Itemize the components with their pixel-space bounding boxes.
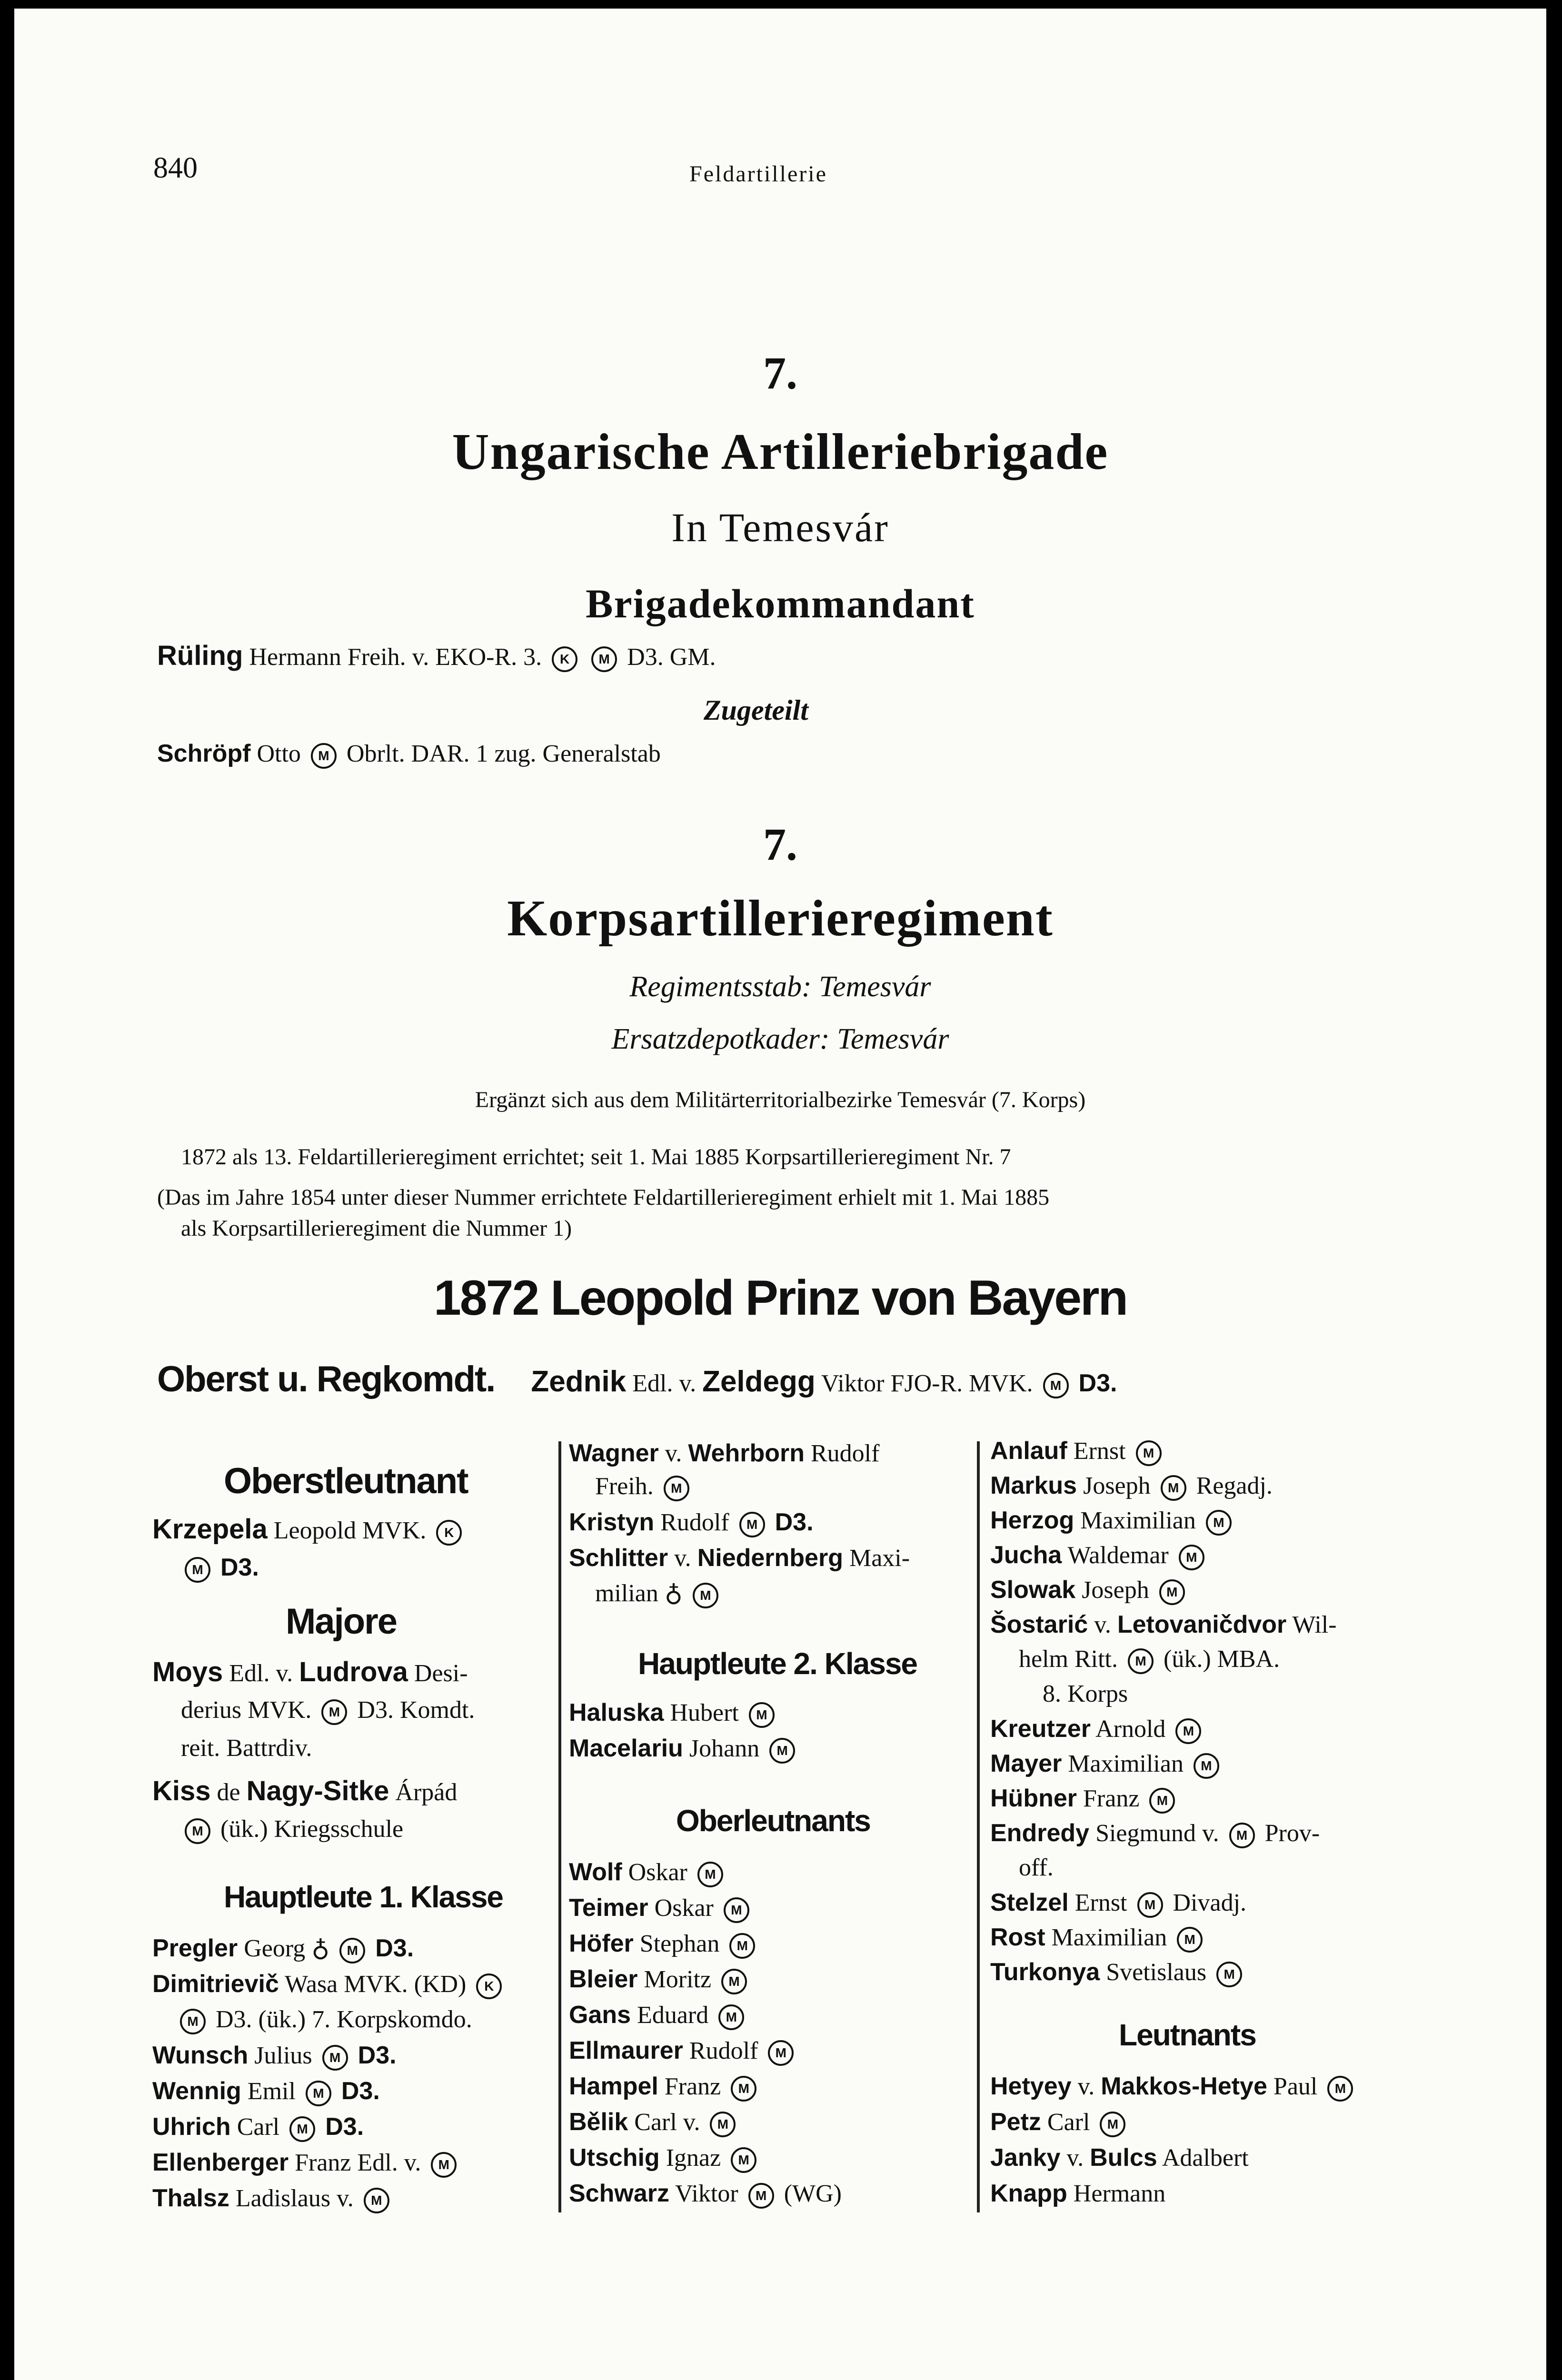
entry: [569, 1963, 751, 1996]
m-mark-icon: M: [739, 1512, 765, 1537]
surname: Turkonya: [990, 1958, 1100, 1986]
m-mark-icon: M: [364, 2188, 389, 2213]
surname: Kreutzer: [990, 1715, 1091, 1743]
m-mark-icon: M: [1136, 1440, 1162, 1466]
surname: Bělik: [569, 2108, 628, 2136]
entry-rest: Desi-: [414, 1660, 468, 1687]
entry: [990, 2105, 1129, 2139]
entry-rest: Árpád: [395, 1779, 458, 1806]
colonel-rank: Oberst u. Regkomdt.: [157, 1359, 495, 1399]
entry: [152, 2039, 397, 2073]
entry-rest: Ernst: [1073, 1438, 1126, 1465]
heading-leutnants: Leutnants: [1119, 2018, 1256, 2052]
commander-rest: Hermann Freih. v. EKO-R. 3.: [249, 644, 542, 671]
entry-rest: Hermann: [1073, 2180, 1166, 2207]
m-mark-icon: M: [721, 1969, 747, 1994]
surname: Slowak: [990, 1576, 1076, 1604]
entry: [152, 2182, 393, 2215]
entry-rest: Stephan: [639, 1930, 720, 1957]
surname: Thalsz: [152, 2184, 229, 2212]
entry-rest: D3.: [775, 1508, 814, 1536]
surname: Makkos-Hetye: [1101, 2073, 1267, 2100]
entry: [990, 1573, 1189, 1607]
m-mark-icon: M: [289, 2116, 315, 2142]
entry: [1019, 1643, 1280, 1676]
m-mark-icon: M: [724, 1897, 749, 1923]
regiment-depot: Ersatzdepotkader: Temesvár: [611, 1023, 949, 1055]
m-mark-icon: M: [729, 1933, 755, 1959]
assigned-heading: Zugeteilt: [704, 694, 808, 726]
history-line-3: als Korpsartillerieregiment die Nummer 1): [181, 1216, 572, 1241]
surname: Moys: [152, 1656, 223, 1687]
entry-rest: Carl v.: [634, 2109, 700, 2136]
entry-rest: (WG): [784, 2180, 842, 2207]
running-title: Feldartillerie: [689, 161, 827, 187]
surname: Bleier: [569, 1965, 638, 1993]
m-mark-icon: M: [431, 2152, 457, 2178]
regiment-owner: 1872 Leopold Prinz von Bayern: [433, 1270, 1127, 1326]
entry-rest: Maxi-: [849, 1545, 910, 1572]
m-mark-icon: M: [1175, 1718, 1201, 1744]
m-mark-icon: M: [185, 1557, 210, 1583]
surname: Knapp: [990, 2180, 1067, 2207]
column-divider: [977, 1441, 980, 2212]
order-symbol-icon: ♁: [311, 1935, 330, 1962]
commander-heading: Brigadekommandant: [586, 581, 975, 626]
colonel-name: Zednik: [531, 1365, 627, 1398]
entry: [181, 1694, 475, 1727]
entry: [181, 1813, 403, 1846]
surname: Utschig: [569, 2144, 660, 2172]
commander-name: Rüling: [157, 640, 243, 671]
heading-oberstleutnant: Oberstleutnant: [224, 1461, 468, 1501]
brigade-location: In Temesvár: [671, 505, 889, 550]
entry: [152, 2146, 460, 2180]
m-mark-icon: M: [1179, 1545, 1204, 1570]
assigned-tail: Obrlt. DAR. 1 zug. Generalstab: [346, 740, 661, 767]
entry-rest: Rudolf: [660, 1509, 729, 1536]
m-mark-icon: M: [748, 2183, 774, 2209]
heading-hauptleute-1: Hauptleute 1. Klasse: [224, 1880, 503, 1914]
surname: Hübner: [990, 1785, 1077, 1812]
m-mark-icon: M: [1206, 1510, 1232, 1536]
entry-rest: Joseph: [1082, 1577, 1149, 1604]
entry-rest: Eduard: [637, 2002, 709, 2029]
m-mark-icon: M: [749, 1702, 775, 1728]
entry-rest: Wasa MVK. (KD): [284, 1971, 467, 1998]
surname: Gans: [569, 2001, 631, 2029]
surname: Schwarz: [569, 2180, 669, 2207]
m-mark-icon: M: [1194, 1753, 1219, 1779]
entry: [569, 1506, 814, 1539]
m-mark-icon: M: [1137, 1892, 1163, 1918]
entry-rest: Ignaz: [666, 2144, 721, 2172]
m-mark-icon: M: [1327, 2076, 1353, 2102]
surname: Rost: [990, 1924, 1045, 1951]
entry-rest: Rudolf: [810, 1440, 880, 1467]
entry: [181, 1551, 259, 1585]
entry: [990, 1921, 1206, 1954]
entry-rest: Rudolf: [689, 2037, 758, 2064]
entry-rest: Carl: [237, 2113, 280, 2141]
surname: Dimitrievič: [152, 1970, 279, 1998]
entry: [990, 1538, 1208, 1572]
entry: [569, 1696, 778, 1730]
surname: Hampel: [569, 2073, 658, 2100]
history-line-1: 1872 als 13. Feldartillerieregiment errichtet; seit 1. Mai 1885 Korpsartillerieregiment Nr. 7: [181, 1144, 1011, 1170]
entry-rest: Oskar: [628, 1859, 687, 1886]
surname: Wennig: [152, 2077, 241, 2105]
entry: [152, 1775, 457, 1809]
entry-rest: Joseph: [1083, 1472, 1151, 1499]
entry: [595, 1577, 722, 1610]
entry: [990, 1504, 1235, 1537]
surname: Wolf: [569, 1858, 622, 1886]
entry-rest: Siegmund v.: [1095, 1820, 1219, 1847]
surname: Petz: [990, 2108, 1041, 2136]
column-divider: [558, 1441, 561, 2212]
colonel-rest: Viktor FJO-R. MVK.: [821, 1370, 1033, 1397]
entry: [990, 1469, 1273, 1503]
entry: [569, 2034, 797, 2068]
entry-rest: Franz: [1083, 1785, 1140, 1812]
heading-hauptleute-2: Hauptleute 2. Klasse: [638, 1646, 917, 1681]
entry-rest: milian: [595, 1580, 658, 1607]
entry-rest: (ük.) Kriegsschule: [220, 1815, 404, 1843]
m-mark-icon: M: [768, 2040, 794, 2066]
brigade-title: Ungarische Artilleriebrigade: [452, 424, 1109, 480]
entry: [152, 1967, 506, 2001]
entry-rest: Wil-: [1292, 1611, 1337, 1638]
entry: [569, 2177, 842, 2211]
m-mark-icon: M: [769, 1738, 795, 1764]
surname: Kristyn: [569, 1508, 655, 1536]
m-mark-icon: M: [322, 2045, 348, 2071]
entry-rest: de: [217, 1779, 240, 1806]
entry-rest: D3. Komdt.: [357, 1696, 475, 1724]
entry: [569, 1927, 759, 1961]
entry-rest: Georg: [244, 1935, 306, 1962]
entry: [152, 1513, 466, 1547]
k-mark-icon: K: [476, 1973, 502, 1999]
m-mark-icon: M: [693, 1583, 718, 1608]
entry-rest: Ladislaus v.: [235, 2185, 354, 2212]
entry: [990, 1782, 1179, 1815]
entry: [990, 2177, 1165, 2211]
surname: Janky: [990, 2144, 1061, 2172]
entry-rest: Julius: [254, 2042, 312, 2069]
entry-rest: Paul: [1273, 2073, 1318, 2100]
m-mark-icon: M: [697, 1862, 723, 1887]
surname: Stelzel: [990, 1889, 1069, 1916]
entry-rest: Prov-: [1264, 1820, 1320, 1847]
m-mark-icon: M: [718, 2004, 744, 2030]
entry: [990, 1712, 1205, 1746]
entry: off.: [1019, 1854, 1054, 1881]
entry: [152, 1656, 468, 1690]
entry: [152, 2074, 380, 2108]
surname: Macelariu: [569, 1735, 683, 1762]
entry: [990, 1816, 1320, 1850]
entry-rest: Ernst: [1074, 1889, 1127, 1916]
m-mark-icon: M: [321, 1699, 347, 1725]
recruitment-district: Ergänzt sich aus dem Militärterritorialbezirke Temesvár (7. Korps): [475, 1087, 1086, 1112]
m-mark-icon: M: [311, 743, 337, 769]
entry-rest: Johann: [689, 1735, 760, 1762]
k-mark-icon: K: [552, 646, 577, 672]
surname: Ellenberger: [152, 2149, 289, 2176]
colonel-tail: D3.: [1078, 1369, 1117, 1397]
m-mark-icon: M: [185, 1818, 210, 1844]
surname: Höfer: [569, 1930, 634, 1957]
surname: Wunsch: [152, 2042, 249, 2069]
surname: Herzog: [990, 1507, 1074, 1534]
assigned-line: [157, 737, 661, 771]
entry-rest: Franz: [664, 2073, 721, 2100]
colonel-edl: Edl. v.: [632, 1370, 696, 1397]
entry-rest: Emil: [247, 2078, 296, 2105]
m-mark-icon: M: [1159, 1579, 1185, 1605]
entry-rest: D3.: [325, 2113, 364, 2141]
entry-rest: Oskar: [654, 1894, 714, 1922]
m-mark-icon: M: [664, 1476, 689, 1501]
surname: Hetyey: [990, 2073, 1072, 2100]
surname: Mayer: [990, 1750, 1062, 1777]
heading-majore: Majore: [286, 1601, 397, 1642]
entry: [569, 1855, 727, 1889]
entry: [152, 2110, 364, 2144]
entry: [152, 1932, 414, 1965]
surname: Schlitter: [569, 1544, 668, 1572]
entry: [569, 1998, 748, 2032]
m-mark-icon: M: [1216, 1962, 1242, 1987]
entry-rest: Carl: [1047, 2109, 1090, 2136]
entry: [569, 1541, 910, 1575]
entry-rest: D3.: [375, 1934, 414, 1962]
entry-rest: Hubert: [670, 1699, 739, 1726]
entry: [990, 1886, 1246, 1920]
entry-rest: v.: [1066, 2144, 1084, 2172]
page: [14, 9, 1546, 2380]
entry-rest: D3. (ük.) 7. Korpskomdo.: [216, 2006, 472, 2033]
m-mark-icon: M: [1177, 1927, 1203, 1953]
m-mark-icon: M: [710, 2112, 736, 2137]
entry-rest: Franz Edl. v.: [295, 2149, 421, 2176]
surname: Haluska: [569, 1699, 664, 1726]
assigned-first: Otto: [257, 740, 301, 767]
m-mark-icon: M: [180, 2009, 206, 2034]
m-mark-icon: M: [1043, 1373, 1069, 1398]
colonel-line: [157, 1360, 1117, 1403]
m-mark-icon: M: [339, 1938, 365, 1964]
surname: Nagy-Sitke: [246, 1775, 389, 1806]
entry-rest: derius MVK.: [181, 1696, 312, 1724]
entry-rest: v.: [1077, 2073, 1095, 2100]
m-mark-icon: M: [731, 2076, 756, 2102]
entry-rest: (ük.) MBA.: [1164, 1646, 1280, 1673]
entry-rest: Waldemar: [1067, 1542, 1169, 1569]
entry-rest: helm Ritt.: [1019, 1646, 1118, 1673]
regiment-staff: Regimentsstab: Temesvár: [629, 971, 931, 1003]
entry-rest: Svetislaus: [1106, 1959, 1207, 1986]
entry-rest: Freih.: [595, 1473, 654, 1500]
surname: Wagner: [569, 1439, 659, 1467]
surname: Ellmaurer: [569, 2037, 683, 2064]
brigade-number: 7.: [763, 347, 797, 398]
commander-tail: D3. GM.: [627, 644, 716, 671]
entry: [569, 2070, 760, 2103]
entry-rest: Moritz: [644, 1966, 712, 1993]
surname: Uhrich: [152, 2113, 231, 2141]
assigned-name: Schröpf: [157, 740, 251, 767]
surname: Wehrborn: [688, 1439, 805, 1467]
surname: Bulcs: [1090, 2144, 1157, 2172]
entry: [990, 1955, 1246, 1989]
entry: [569, 2105, 739, 2139]
surname: Teimer: [569, 1894, 648, 1922]
entry: [990, 1608, 1337, 1642]
m-mark-icon: M: [591, 646, 617, 672]
entry: [176, 2003, 472, 2036]
entry: [990, 2141, 1249, 2175]
entry: [990, 1434, 1165, 1468]
entry-rest: D3.: [220, 1554, 259, 1581]
surname: Kiss: [152, 1775, 211, 1806]
surname: Pregler: [152, 1934, 238, 1962]
entry-rest: D3.: [358, 2042, 397, 2069]
entry: [595, 1470, 693, 1503]
m-mark-icon: M: [306, 2081, 331, 2106]
entry-rest: v.: [1094, 1611, 1111, 1638]
m-mark-icon: M: [1229, 1823, 1255, 1848]
entry: [569, 2141, 760, 2175]
entry-rest: Regadj.: [1196, 1472, 1273, 1499]
regiment-number: 7.: [763, 819, 797, 870]
entry-rest: Leopold MVK.: [273, 1517, 427, 1544]
entry: reit. Battrdiv.: [181, 1735, 312, 1762]
entry: [569, 1891, 753, 1925]
entry: [569, 1437, 879, 1470]
m-mark-icon: M: [1100, 2112, 1125, 2137]
page-number: 840: [153, 152, 198, 184]
m-mark-icon: M: [1128, 1648, 1154, 1674]
heading-oberleutnants: Oberleutnants: [676, 1804, 870, 1838]
entry-rest: Edl. v.: [229, 1660, 293, 1687]
entry-rest: Maximilian: [1080, 1507, 1196, 1534]
m-mark-icon: M: [731, 2147, 756, 2173]
order-symbol-icon: ♁: [664, 1580, 683, 1607]
history-line-2: (Das im Jahre 1854 unter dieser Nummer errichtete Feldartillerieregiment erhielt mit 1. Mai 1885: [157, 1185, 1050, 1210]
m-mark-icon: M: [1161, 1475, 1186, 1501]
entry: [569, 1732, 799, 1765]
entry-rest: Maximilian: [1051, 1924, 1167, 1951]
entry-rest: Arnold: [1095, 1716, 1166, 1743]
surname: Markus: [990, 1472, 1077, 1499]
surname: Endredy: [990, 1819, 1090, 1847]
surname: Jucha: [990, 1541, 1062, 1569]
entry-rest: D3.: [341, 2077, 380, 2105]
surname: Letovaničdvor: [1117, 1611, 1287, 1638]
m-mark-icon: M: [1149, 1788, 1175, 1814]
surname: Anlauf: [990, 1437, 1067, 1465]
regiment-title: Korpsartillerieregiment: [507, 890, 1054, 947]
commander-line: [157, 639, 716, 674]
entry: [990, 2070, 1357, 2103]
entry-rest: v.: [665, 1440, 682, 1467]
surname: Šostarić: [990, 1611, 1088, 1638]
entry-rest: Maximilian: [1068, 1750, 1184, 1777]
k-mark-icon: K: [436, 1520, 462, 1546]
surname: Krzepela: [152, 1514, 268, 1545]
entry: [990, 1747, 1223, 1781]
entry-rest: Divadj.: [1173, 1889, 1247, 1916]
entry-rest: Viktor: [675, 2180, 738, 2207]
entry-rest: v.: [674, 1545, 691, 1572]
entry-rest: Adalbert: [1162, 2144, 1249, 2172]
surname: Niedernberg: [697, 1544, 843, 1572]
surname: Ludrova: [299, 1656, 408, 1687]
entry: 8. Korps: [1043, 1680, 1128, 1707]
colonel-name-2: Zeldegg: [702, 1365, 816, 1398]
